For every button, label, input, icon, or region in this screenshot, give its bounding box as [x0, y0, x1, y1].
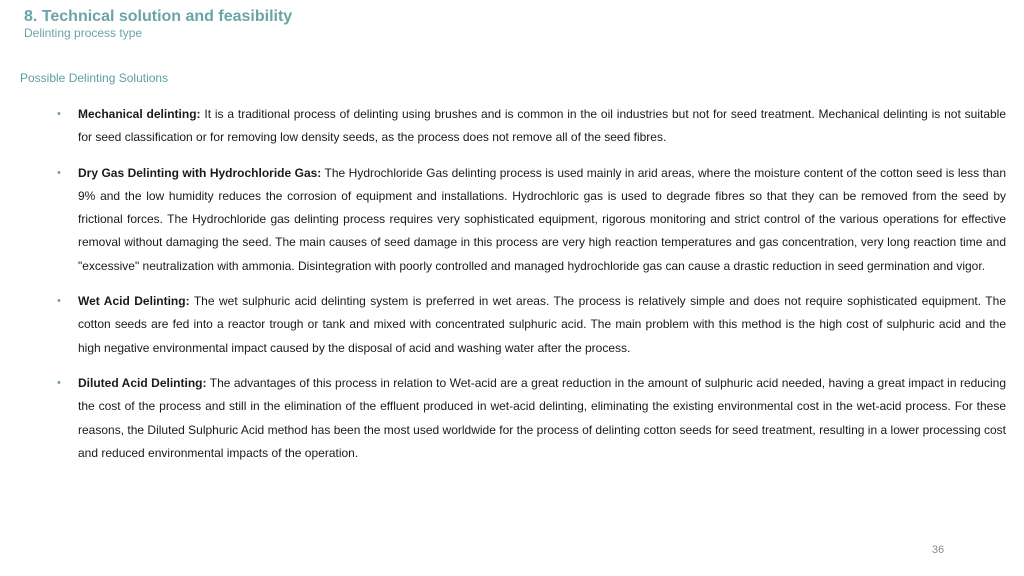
bullet-term: Dry Gas Delinting with Hydrochloride Gas:: [78, 165, 322, 180]
bullet-term: Mechanical delinting:: [78, 107, 201, 121]
bullet-dot-icon: •: [57, 295, 61, 308]
section-heading: Possible Delinting Solutions: [20, 71, 169, 85]
bullet-dot-icon: •: [57, 108, 61, 120]
bullet-mechanical-delinting: [57, 103, 1006, 150]
bullet-diluted-acid-delinting: [57, 372, 1006, 465]
bullet-dot-icon: •: [57, 376, 61, 389]
bullet-text: It is a traditional process of delinting using brushes and is common in the oil industries but not for seed treatment. Mechanical delinting is not suitable for seed classification or for removing low density seeds, as the process does not remove all of the seed fibres.: [78, 107, 1007, 145]
bullet-list: [57, 103, 1006, 477]
bullet-text: The wet sulphuric acid delinting system is preferred in wet areas. The process is relatively simple and does not require sophisticated equipment. The cotton seeds are fed into a reactor trough or tank and mixed with concentrated sulphuric acid. The main problem with this method is the high cost of sulphuric acid and the high negative environmental impact caused by the disposal of acid and washing water after the process.: [78, 294, 1006, 355]
bullet-dry-gas-delinting: [57, 162, 1006, 278]
bullet-term: Wet Acid Delinting:: [78, 294, 190, 309]
slide-title: 8. Technical solution and feasibility: [24, 8, 293, 25]
slide-subtitle: Delinting process type: [24, 26, 143, 40]
bullet-text: The advantages of this process in relation to Wet-acid are a great reduction in the amount of sulphuric acid needed, having a great impact in reducing the cost of the process and still in the elimination of the effluent produced in wet-acid delinting, eliminating the existing environmental cost in the wet-acid process. For these reasons, the Diluted Sulphuric Acid method has been the most used worldwide for the process of delinting cotton seeds for seed treatment, resulting in a lower processing cost and reduced environmental impacts of the operation.: [78, 375, 1006, 460]
page-number: 36: [931, 544, 945, 556]
bullet-text: The Hydrochloride Gas delinting process is used mainly in arid areas, where the moisture content of the cotton seed is less than 9% and the low humidity reduces the corrosion of equipment and installations. Hydrochloric gas is used to degrade fibres so that they can be removed from the seed by frictional forces. The Hydrochloride gas delinting process requires very sophisticated equipment, rigorous monitoring and strict control of the various operations for effective removal without damaging the seed. The main causes of seed damage in this process are very high reaction temperatures and gas concentration, very long reaction time and "excessive" neutralization with ammonia. Disintegration with poorly controlled and managed hydrochloride gas can cause a drastic reduction in seed germination and vigor.: [78, 165, 1006, 273]
bullet-wet-acid-delinting: [57, 290, 1006, 360]
bullet-term: Diluted Acid Delinting:: [78, 375, 207, 390]
bullet-dot-icon: •: [57, 166, 61, 179]
